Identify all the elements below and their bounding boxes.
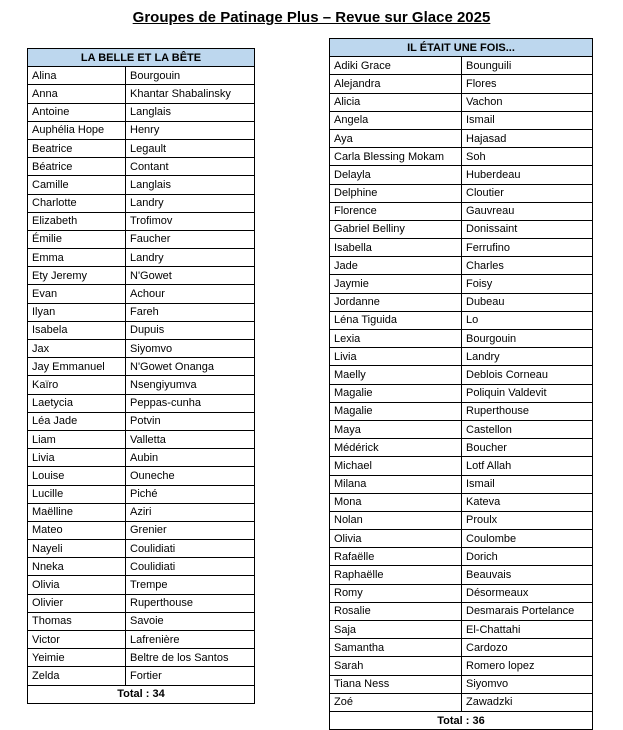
first-name-cell: Romy [330, 584, 462, 602]
last-name-cell: El-Chattahi [462, 621, 593, 639]
first-name-cell: Victor [28, 631, 126, 649]
first-name-cell: Rafaëlle [330, 548, 462, 566]
first-name-cell: Maelly [330, 366, 462, 384]
table-row [28, 576, 255, 594]
first-name-cell: Médérick [330, 439, 462, 457]
first-name-cell: Alicia [330, 93, 462, 111]
table-row [330, 621, 593, 639]
first-name-cell: Gabriel Belliny [330, 220, 462, 238]
last-name-cell: Nsengiyumva [126, 376, 255, 394]
last-name-cell: Soh [462, 148, 593, 166]
first-name-cell: Olivia [330, 530, 462, 548]
roster-table-belle-bete [27, 48, 255, 704]
table-row [330, 566, 593, 584]
last-name-cell: Lotf Allah [462, 457, 593, 475]
last-name-cell: Romero lopez [462, 657, 593, 675]
first-name-cell: Saja [330, 621, 462, 639]
first-name-cell: Alejandra [330, 75, 462, 93]
last-name-cell: Beltre de los Santos [126, 649, 255, 667]
table-row [330, 439, 593, 457]
first-name-cell: Ilyan [28, 303, 126, 321]
last-name-cell: Hajasad [462, 129, 593, 147]
last-name-cell: Bourgouin [126, 67, 255, 85]
last-name-cell: Foisy [462, 275, 593, 293]
last-name-cell: Ismail [462, 475, 593, 493]
first-name-cell: Laetycia [28, 394, 126, 412]
table-row [330, 530, 593, 548]
last-name-cell: Ouneche [126, 467, 255, 485]
table-header: IL ÉTAIT UNE FOIS... [330, 39, 593, 57]
table-row [28, 558, 255, 576]
last-name-cell: Henry [126, 121, 255, 139]
last-name-cell: Fareh [126, 303, 255, 321]
table-row [330, 366, 593, 384]
first-name-cell: Charlotte [28, 194, 126, 212]
first-name-cell: Isabella [330, 239, 462, 257]
last-name-cell: Piché [126, 485, 255, 503]
first-name-cell: Isabela [28, 321, 126, 339]
last-name-cell: Charles [462, 257, 593, 275]
table-row [28, 503, 255, 521]
table-row [330, 220, 593, 238]
last-name-cell: N'Gowet Onanga [126, 358, 255, 376]
last-name-cell: Vachon [462, 93, 593, 111]
table-row [28, 430, 255, 448]
last-name-cell: Poliquin Valdevit [462, 384, 593, 402]
table-row [28, 612, 255, 630]
first-name-cell: Evan [28, 285, 126, 303]
table-row [330, 675, 593, 693]
table-row [28, 303, 255, 321]
table-row [330, 457, 593, 475]
table-row [28, 521, 255, 539]
table-row [28, 394, 255, 412]
first-name-cell: Nayeli [28, 540, 126, 558]
last-name-cell: Trempe [126, 576, 255, 594]
table-total: Total : 36 [330, 711, 593, 729]
first-name-cell: Milana [330, 475, 462, 493]
last-name-cell: Ismail [462, 111, 593, 129]
table-row [28, 212, 255, 230]
first-name-cell: Elizabeth [28, 212, 126, 230]
last-name-cell: Dorich [462, 548, 593, 566]
table-row [330, 384, 593, 402]
last-name-cell: Siyomvo [462, 675, 593, 693]
table-row [330, 311, 593, 329]
first-name-cell: Zelda [28, 667, 126, 685]
last-name-cell: Deblois Corneau [462, 366, 593, 384]
table-row [330, 93, 593, 111]
table-row [330, 75, 593, 93]
table-row [28, 158, 255, 176]
last-name-cell: Faucher [126, 230, 255, 248]
first-name-cell: Magalie [330, 402, 462, 420]
first-name-cell: Beatrice [28, 139, 126, 157]
last-name-cell: Peppas-cunha [126, 394, 255, 412]
table-row [28, 267, 255, 285]
last-name-cell: Aziri [126, 503, 255, 521]
last-name-cell: Dubeau [462, 293, 593, 311]
last-name-cell: Dupuis [126, 321, 255, 339]
last-name-cell: Boucher [462, 439, 593, 457]
last-name-cell: Flores [462, 75, 593, 93]
first-name-cell: Nolan [330, 511, 462, 529]
first-name-cell: Zoé [330, 693, 462, 711]
table-row [28, 194, 255, 212]
table-row [330, 584, 593, 602]
table-row [28, 594, 255, 612]
first-name-cell: Delphine [330, 184, 462, 202]
first-name-cell: Alina [28, 67, 126, 85]
last-name-cell: Proulx [462, 511, 593, 529]
first-name-cell: Angela [330, 111, 462, 129]
table-row [28, 230, 255, 248]
table-row [330, 330, 593, 348]
last-name-cell: Fortier [126, 667, 255, 685]
table-row [330, 129, 593, 147]
table-row [28, 412, 255, 430]
first-name-cell: Antoine [28, 103, 126, 121]
first-name-cell: Jay Emmanuel [28, 358, 126, 376]
table-row [330, 184, 593, 202]
table-row [330, 511, 593, 529]
table-row [330, 348, 593, 366]
table-row [28, 449, 255, 467]
last-name-cell: N'Gowet [126, 267, 255, 285]
first-name-cell: Anna [28, 85, 126, 103]
last-name-cell: Langlais [126, 103, 255, 121]
table-row [28, 85, 255, 103]
page-title: Groupes de Patinage Plus – Revue sur Glace 2025 [132, 9, 491, 26]
first-name-cell: Adiki Grace [330, 57, 462, 75]
last-name-cell: Donissaint [462, 220, 593, 238]
first-name-cell: Raphaëlle [330, 566, 462, 584]
last-name-cell: Valletta [126, 430, 255, 448]
first-name-cell: Nneka [28, 558, 126, 576]
last-name-cell: Ferrufino [462, 239, 593, 257]
last-name-cell: Contant [126, 158, 255, 176]
last-name-cell: Cardozo [462, 639, 593, 657]
first-name-cell: Émilie [28, 230, 126, 248]
first-name-cell: Emma [28, 249, 126, 267]
first-name-cell: Ety Jeremy [28, 267, 126, 285]
table-row [330, 111, 593, 129]
last-name-cell: Potvin [126, 412, 255, 430]
table-row [330, 202, 593, 220]
first-name-cell: Olivier [28, 594, 126, 612]
first-name-cell: Lucille [28, 485, 126, 503]
table-row [28, 340, 255, 358]
table-row [28, 631, 255, 649]
last-name-cell: Désormeaux [462, 584, 593, 602]
last-name-cell: Castellon [462, 420, 593, 438]
table-row [28, 121, 255, 139]
first-name-cell: Florence [330, 202, 462, 220]
last-name-cell: Gauvreau [462, 202, 593, 220]
last-name-cell: Achour [126, 285, 255, 303]
table-row [330, 148, 593, 166]
first-name-cell: Michael [330, 457, 462, 475]
last-name-cell: Kateva [462, 493, 593, 511]
last-name-cell: Lafrenière [126, 631, 255, 649]
first-name-cell: Kaïro [28, 376, 126, 394]
first-name-cell: Rosalie [330, 602, 462, 620]
last-name-cell: Savoie [126, 612, 255, 630]
table-total: Total : 34 [28, 685, 255, 703]
last-name-cell: Landry [126, 194, 255, 212]
table-row [28, 376, 255, 394]
table-row [28, 358, 255, 376]
last-name-cell: Trofimov [126, 212, 255, 230]
last-name-cell: Coulidiati [126, 558, 255, 576]
table-row [330, 420, 593, 438]
table-row [330, 475, 593, 493]
first-name-cell: Sarah [330, 657, 462, 675]
first-name-cell: Léna Tiguida [330, 311, 462, 329]
last-name-cell: Desmarais Portelance [462, 602, 593, 620]
table-row [330, 602, 593, 620]
first-name-cell: Jax [28, 340, 126, 358]
last-name-cell: Coulombe [462, 530, 593, 548]
first-name-cell: Maëlline [28, 503, 126, 521]
roster-table-il-etait-une-fois [329, 38, 593, 730]
last-name-cell: Aubin [126, 449, 255, 467]
table-row [330, 493, 593, 511]
last-name-cell: Langlais [126, 176, 255, 194]
last-name-cell: Grenier [126, 521, 255, 539]
table-row [330, 275, 593, 293]
first-name-cell: Olivia [28, 576, 126, 594]
last-name-cell: Huberdeau [462, 166, 593, 184]
first-name-cell: Thomas [28, 612, 126, 630]
last-name-cell: Beauvais [462, 566, 593, 584]
last-name-cell: Bourgouin [462, 330, 593, 348]
first-name-cell: Liam [28, 430, 126, 448]
first-name-cell: Carla Blessing Mokam [330, 148, 462, 166]
first-name-cell: Camille [28, 176, 126, 194]
table-row [28, 249, 255, 267]
first-name-cell: Yeimie [28, 649, 126, 667]
first-name-cell: Jordanne [330, 293, 462, 311]
first-name-cell: Lexia [330, 330, 462, 348]
table-row [330, 57, 593, 75]
first-name-cell: Maya [330, 420, 462, 438]
table-row [330, 257, 593, 275]
table-row [28, 285, 255, 303]
first-name-cell: Delayla [330, 166, 462, 184]
last-name-cell: Coulidiati [126, 540, 255, 558]
table-row [28, 176, 255, 194]
first-name-cell: Aya [330, 129, 462, 147]
last-name-cell: Cloutier [462, 184, 593, 202]
first-name-cell: Livia [28, 449, 126, 467]
table-row [330, 548, 593, 566]
table-row [330, 657, 593, 675]
first-name-cell: Jaymie [330, 275, 462, 293]
last-name-cell: Siyomvo [126, 340, 255, 358]
first-name-cell: Mona [330, 493, 462, 511]
last-name-cell: Legault [126, 139, 255, 157]
first-name-cell: Tiana Ness [330, 675, 462, 693]
last-name-cell: Ruperthouse [126, 594, 255, 612]
first-name-cell: Béatrice [28, 158, 126, 176]
first-name-cell: Auphélia Hope [28, 121, 126, 139]
last-name-cell: Bounguili [462, 57, 593, 75]
last-name-cell: Landry [126, 249, 255, 267]
first-name-cell: Magalie [330, 384, 462, 402]
table-row [28, 485, 255, 503]
table-row [330, 402, 593, 420]
table-row [28, 667, 255, 685]
table-row [28, 467, 255, 485]
table-row [28, 139, 255, 157]
first-name-cell: Léa Jade [28, 412, 126, 430]
last-name-cell: Landry [462, 348, 593, 366]
last-name-cell: Ruperthouse [462, 402, 593, 420]
first-name-cell: Louise [28, 467, 126, 485]
table-row [330, 239, 593, 257]
table-row [28, 649, 255, 667]
table-header: LA BELLE ET LA BÊTE [28, 49, 255, 67]
last-name-cell: Lo [462, 311, 593, 329]
last-name-cell: Zawadzki [462, 693, 593, 711]
table-row [330, 293, 593, 311]
first-name-cell: Livia [330, 348, 462, 366]
table-row [28, 321, 255, 339]
table-row [330, 693, 593, 711]
table-row [28, 67, 255, 85]
last-name-cell: Khantar Shabalinsky [126, 85, 255, 103]
first-name-cell: Jade [330, 257, 462, 275]
first-name-cell: Mateo [28, 521, 126, 539]
table-row [330, 639, 593, 657]
table-row [28, 103, 255, 121]
table-row [28, 540, 255, 558]
table-row [330, 166, 593, 184]
first-name-cell: Samantha [330, 639, 462, 657]
